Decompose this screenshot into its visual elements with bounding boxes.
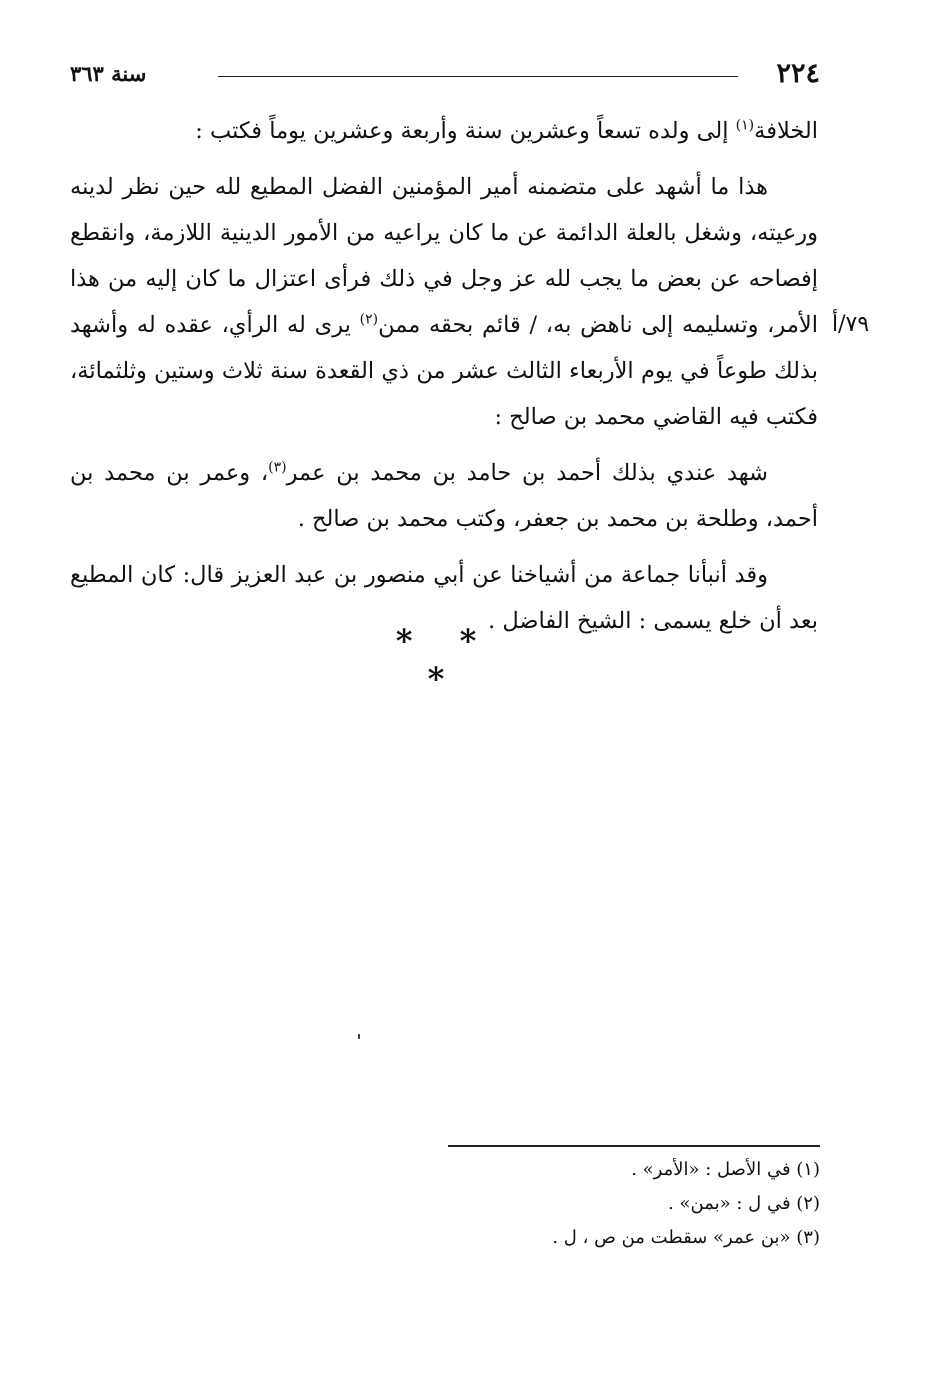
footnote-1: (١) في الأصل : «الأمر» .	[631, 1159, 820, 1180]
paragraph-2-text-b: يرى له الرأي، عقده له وأشهد بذلك طوعاً في يوم الأربعاء الثالث عشر من ذي القعدة سنة ثلاث وستين وثلثمائة، فكتب فيه القاضي محمد بن صالح :	[70, 312, 818, 430]
footnote-ref-3: (٣)	[268, 459, 287, 476]
page-number: ٢٢٤	[776, 58, 820, 89]
running-head: سنة ٣٦٣	[70, 61, 147, 86]
paragraph-3-text-b: ، وعمر بن محمد بن أحمد، وطلحة بن محمد بن جعفر، وكتب محمد بن صالح .	[70, 460, 818, 532]
paragraph-3-text-a: شهد عندي بذلك أحمد بن حامد بن محمد بن عمر	[286, 460, 768, 486]
footnote-3: (٣) «بن عمر» سقطت من ص ، ل .	[552, 1227, 820, 1248]
manuscript-folio-marker: ٧٩/أ	[832, 312, 870, 337]
footnote-2: (٢) في ل : «بمن» .	[668, 1193, 820, 1214]
paragraph-1-text-a: الخلافة	[754, 118, 818, 144]
page-header	[70, 58, 820, 92]
paragraph-2	[70, 164, 818, 440]
print-speck	[358, 1034, 360, 1039]
section-separator: * * *	[395, 622, 495, 698]
paragraph-3	[70, 450, 818, 542]
paragraph-1	[70, 108, 818, 154]
paragraph-1-text-b: إلى ولده تسعاً وعشرين سنة وأربعة وعشرين يوماً فكتب :	[195, 118, 736, 144]
paragraph-2-text-a: هذا ما أشهد على متضمنه أمير المؤمنين الفضل المطيع لله حين نظر لدينه ورعيته، وشغل بالعلة الدائمة عن ما كان يراعيه من الأمور الدينية اللازمة، وانقطع إفصاحه عن بعض ما يجب لله عز وجل في ذلك فرأى اعتزال ما كان إليه من هذا الأمر، وتسليمه إلى ناهض به، / قائم بحقه ممن	[70, 174, 818, 338]
footnote-ref-2: (٢)	[359, 311, 379, 328]
paragraph-4: وقد أنبأنا جماعة من أشياخنا عن أبي منصور بن عبد العزيز قال: كان المطيع بعد أن خلع يسمى : الشيخ الفاضل .	[70, 562, 818, 634]
header-rule	[218, 76, 738, 77]
footnote-rule	[448, 1145, 820, 1147]
footnote-ref-1: (١)	[735, 117, 755, 134]
main-text	[70, 108, 818, 654]
footnotes	[300, 1153, 820, 1255]
